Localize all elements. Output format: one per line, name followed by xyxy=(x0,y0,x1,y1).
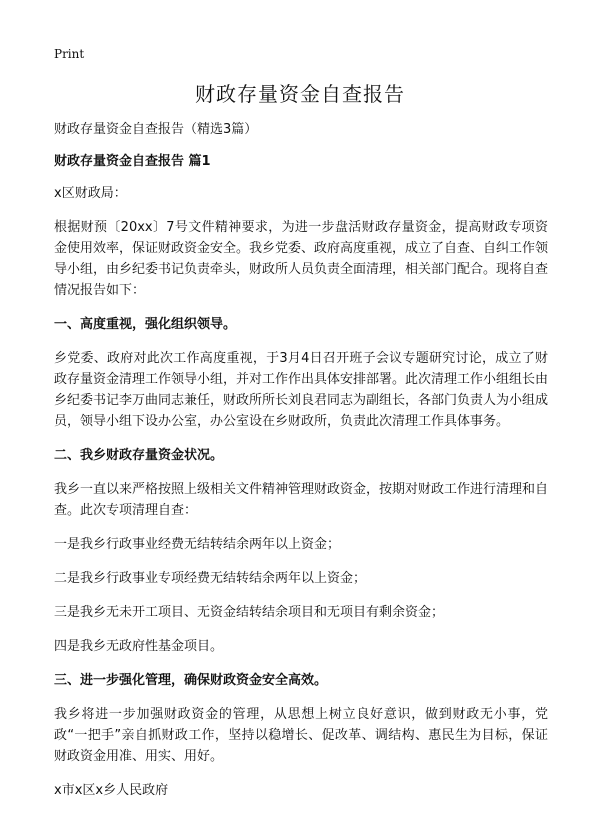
addressee: x区财政局： xyxy=(54,186,127,201)
list-item: 二是我乡行政事业专项经费无结转结余两年以上资金； xyxy=(54,571,367,586)
print-link[interactable]: Print xyxy=(54,47,85,61)
section-body-2: 我乡一直以来严格按照上级相关文件精神管理财政资金，按期对财政工作进行清理和自查。此次专项清理自查： xyxy=(54,482,549,518)
list-item: 四是我乡无政府性基金项目。 xyxy=(54,639,224,654)
signature: x市x区x乡人民政府 xyxy=(54,783,169,798)
document-body xyxy=(54,119,548,801)
section-body-1: 乡党委、政府对此次工作高度重视，于3月4日召开班子会议专题研究讨论，成立了财政存量资金清理工作领导小组，并对工作作出具体安排部署。此次清理工作小组组长由乡纪委书记李万曲同志兼任，财政所所长刘良君同志为副组长，各部门负责人为小组成员，领导小组下设办公室，办公室设在乡财政所，负责此次清理工作具体事务。 xyxy=(54,351,549,429)
section-heading-1: 一、高度重视，强化组织领导。 xyxy=(54,317,237,332)
intro-paragraph: 根据财预〔20xx〕7号文件精神要求，为进一步盘活财政存量资金，提高财政专项资金使用效率，保证财政资金安全。我乡党委、政府高度重视，成立了自查、自纠工作领导小组，由乡纪委书记负责牵头，财政所人员负责全面清理，相关部门配合。现将自查情况报告如下： xyxy=(54,220,549,298)
section-heading-2: 二、我乡财政存量资金状况。 xyxy=(54,448,224,463)
section-heading-3: 三、进一步强化管理，确保财政资金安全高效。 xyxy=(54,673,328,688)
article-heading: 财政存量资金自查报告 篇1 xyxy=(54,154,211,169)
page-title: 财政存量资金自查报告 xyxy=(195,82,405,106)
list-item: 一是我乡行政事业经费无结转结余两年以上资金； xyxy=(54,537,341,552)
section-body-3: 我乡将进一步加强财政资金的管理，从思想上树立良好意识，做到财政无小事，党政“一把手”亲自抓财政工作，坚持以稳增长、促改革、调结构、惠民生为目标，保证财政资金用准、用实、用好。 xyxy=(54,707,548,764)
list-item: 三是我乡无未开工项目、无资金结转结余项目和无项目有剩余资金； xyxy=(54,605,445,620)
document-subtitle: 财政存量资金自查报告（精选3篇） xyxy=(54,122,258,137)
